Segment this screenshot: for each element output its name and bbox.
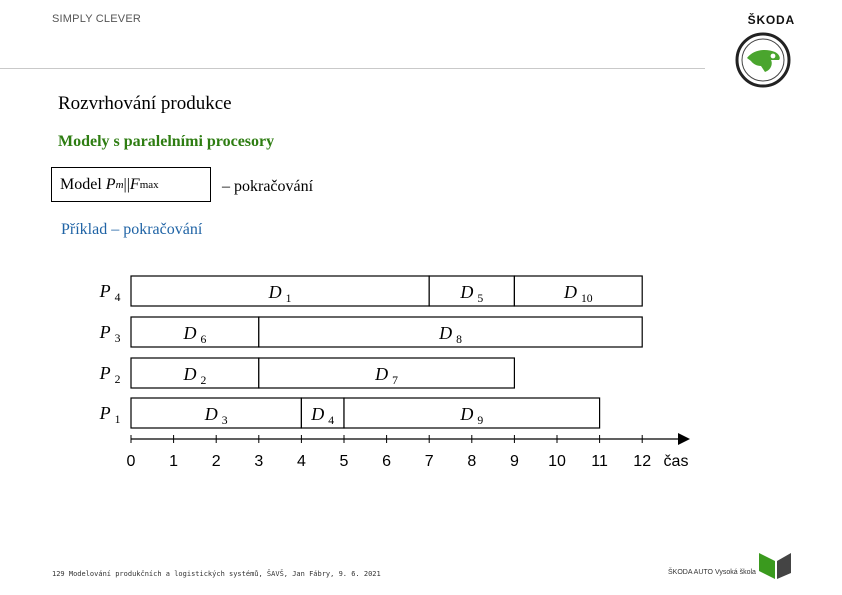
model-notation-box: Model P m || F max [51, 167, 211, 202]
tick-label: 4 [296, 453, 306, 470]
tick-label: 8 [467, 453, 477, 470]
continuation-text: – pokračování [222, 178, 314, 195]
footer-text: 129 Modelování produkčních a logistických systémů, ŠAVŠ, Jan Fábry, 9. 6. 2021 [52, 570, 381, 578]
axis-label: čas [663, 453, 689, 470]
example-heading: Příklad – pokračování [61, 221, 203, 238]
processor-label: P $_3$ [99, 322, 121, 345]
footer-school: ŠKODA AUTO Vysoká škola [668, 569, 756, 576]
tick-label: 11 [591, 453, 608, 470]
job-label: D $_3$ [204, 404, 228, 427]
tick-label: 12 [633, 453, 652, 470]
job-label: D $_4$ [311, 404, 335, 427]
tick-label: 7 [424, 453, 434, 470]
flag-logo-icon [757, 551, 793, 581]
tick-label: 0 [126, 453, 136, 470]
axis-arrow-icon [678, 433, 690, 445]
tick-label: 9 [509, 453, 519, 470]
job-label: D $_7$ [375, 364, 399, 387]
processor-label: P $_4$ [99, 281, 121, 304]
tick-label: 3 [254, 453, 264, 470]
tagline: SIMPLY CLEVER [52, 13, 142, 25]
tick-label: 1 [169, 453, 179, 470]
processor-label: P $_1$ [99, 403, 121, 426]
job-label: D $_5$ [460, 282, 484, 305]
job-label: D $_{10}$ [563, 282, 593, 305]
job-label: D $_6$ [183, 323, 207, 346]
job-label: D $_9$ [460, 404, 484, 427]
job-label: D $_1$ [268, 282, 292, 305]
job-label: D $_2$ [183, 364, 207, 387]
model-word: Model [60, 175, 102, 193]
tick-label: 6 [382, 453, 392, 470]
tick-label: 5 [339, 453, 349, 470]
slide-subtitle: Modely s paralelními procesory [58, 133, 275, 150]
slide-title: Rozvrhování produkce [58, 93, 232, 114]
tick-label: 2 [211, 453, 221, 470]
job-bar [514, 276, 642, 306]
brand-wordmark: ŠKODA [747, 13, 795, 27]
processor-label: P $_2$ [99, 363, 121, 386]
tick-label: 10 [548, 453, 566, 470]
job-label: D $_8$ [439, 323, 462, 346]
